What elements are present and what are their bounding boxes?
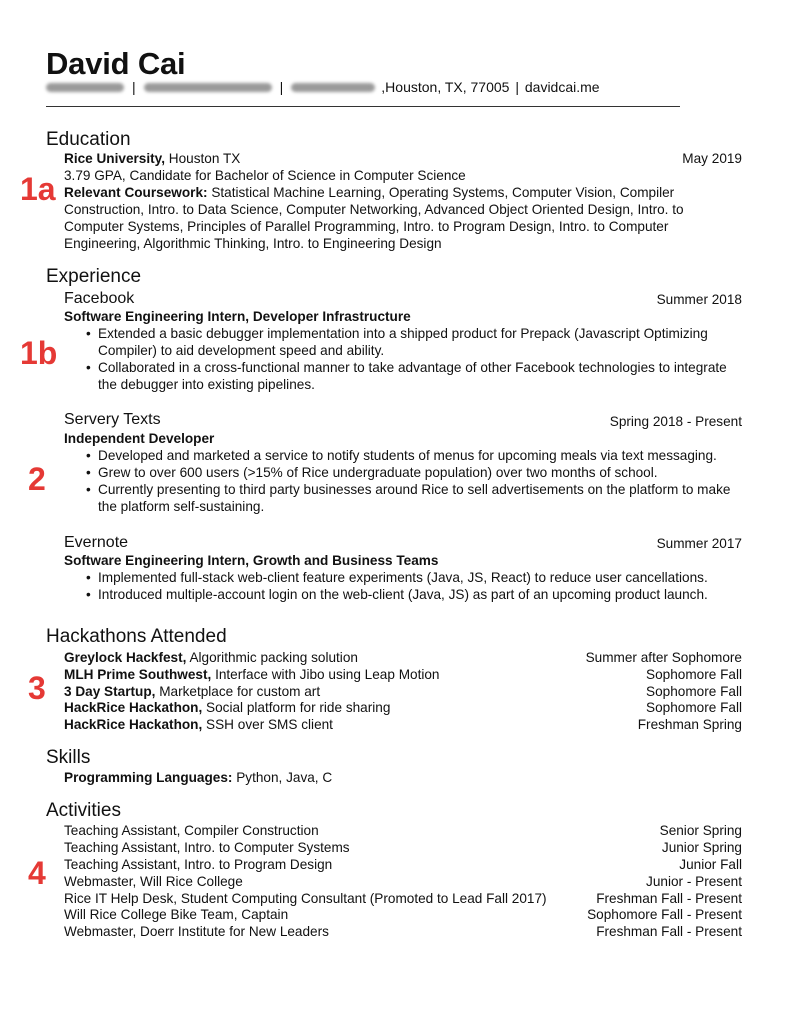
hackathon-date: Sophomore Fall <box>646 684 742 699</box>
annotation-marker: 2 <box>28 461 46 497</box>
contact-location: Houston, TX, 77005 <box>385 79 510 95</box>
activity-item: Teaching Assistant, Intro. to Program Design <box>64 857 333 872</box>
job-bullet: • Collaborated in a cross-functional manner to take advantage of other Facebook technologies to integrate <box>86 360 727 375</box>
annotation-marker: 1b <box>20 335 58 371</box>
hackathon-item: Greylock Hackfest, Algorithmic packing solution <box>64 650 358 665</box>
resume-name: David Cai <box>46 46 186 81</box>
hackathon-date: Summer after Sophomore <box>585 650 742 665</box>
annotation-marker: 4 <box>28 855 46 891</box>
activity-date: Freshman Fall - Present <box>596 924 742 939</box>
job-bullet: • Extended a basic debugger implementation into a shipped product for Prepack (Javascript Optimizing <box>86 326 708 341</box>
skills-line: Programming Languages: Python, Java, C <box>64 770 333 785</box>
job-bullet: • Developed and marketed a service to notify students of menus for upcoming meals via text messaging. <box>86 448 717 463</box>
annotation-marker: 1a <box>20 171 56 207</box>
annotation-marker: 3 <box>28 670 46 706</box>
job-bullet-cont: the platform self-sustaining. <box>98 499 265 514</box>
job-bullet-cont: Compiler) to aid development speed and ability. <box>98 343 385 358</box>
hackathon-item: MLH Prime Southwest, Interface with Jibo using Leap Motion <box>64 667 440 682</box>
header-divider <box>46 106 680 107</box>
activity-item: Rice IT Help Desk, Student Computing Consultant (Promoted to Lead Fall 2017) <box>64 891 547 906</box>
activity-date: Junior Spring <box>661 840 742 855</box>
job-org: Servery Texts <box>64 411 161 428</box>
section-education-title: Education <box>46 129 131 150</box>
contact-website: davidcai.me <box>524 79 600 95</box>
job-role: Software Engineering Intern, Growth and Business Teams <box>64 553 439 568</box>
activity-item: Teaching Assistant, Intro. to Computer Systems <box>64 840 350 855</box>
activity-item: Will Rice College Bike Team, Captain <box>64 907 289 922</box>
redacted-contact-3 <box>291 83 375 92</box>
job-date: Spring 2018 - Present <box>609 414 742 429</box>
education-gpa: 3.79 GPA, Candidate for Bachelor of Science in Computer Science <box>64 168 466 183</box>
activity-date: Junior - Present <box>646 874 742 889</box>
activity-date: Junior Fall <box>679 857 742 872</box>
activity-item: Webmaster, Will Rice College <box>64 874 243 889</box>
activity-date: Sophomore Fall - Present <box>587 907 742 922</box>
job-bullet: • Implemented full-stack web-client feature experiments (Java, JS, React) to reduce user cancellations. <box>86 570 708 585</box>
job-role: Independent Developer <box>64 431 215 446</box>
job-bullet-cont: the debugger into existing pipelines. <box>98 377 315 392</box>
section-skills-title: Skills <box>46 747 91 768</box>
coursework-line: Engineering, Algorithmic Thinking, Intro. to Engineering Design <box>64 236 442 251</box>
section-hackathons-title: Hackathons Attended <box>46 626 227 647</box>
job-date: Summer 2018 <box>656 292 742 307</box>
job-role: Software Engineering Intern, Developer Infrastructure <box>64 309 411 324</box>
education-date: May 2019 <box>682 151 742 166</box>
hackathon-item: HackRice Hackathon, SSH over SMS client <box>64 717 333 732</box>
activity-date: Freshman Fall - Present <box>596 891 742 906</box>
contact-line: | | , Houston, TX, 77005 | davidcai.me <box>46 79 600 95</box>
job-bullet: • Introduced multiple-account login on the web-client (Java, JS) as part of an upcoming product launch. <box>86 587 708 602</box>
hackathon-item: 3 Day Startup, Marketplace for custom art <box>64 684 321 699</box>
activity-item: Webmaster, Doerr Institute for New Leaders <box>64 924 329 939</box>
hackathon-date: Sophomore Fall <box>646 700 742 715</box>
job-org: Facebook <box>64 290 135 307</box>
activity-item: Teaching Assistant, Compiler Construction <box>64 823 319 838</box>
job-org: Evernote <box>64 534 129 551</box>
job-bullet: • Currently presenting to third party businesses around Rice to sell advertisements on the platform to make <box>86 482 731 497</box>
redacted-contact-2 <box>144 83 272 92</box>
hackathon-date: Freshman Spring <box>637 717 742 732</box>
hackathon-item: HackRice Hackathon, Social platform for ride sharing <box>64 700 391 715</box>
coursework-line: Construction, Intro. to Data Science, Computer Networking, Advanced Object Oriented Design, Intro. to <box>64 202 684 217</box>
redacted-contact-1 <box>46 83 124 92</box>
section-experience-title: Experience <box>46 266 142 287</box>
job-bullet: • Grew to over 600 users (>15% of Rice undergraduate population) over two months of school. <box>86 465 658 480</box>
hackathon-date: Sophomore Fall <box>646 667 742 682</box>
section-activities-title: Activities <box>46 800 121 821</box>
activity-date: Senior Spring <box>659 823 742 838</box>
education-coursework: Relevant Coursework: Statistical Machine Learning, Operating Systems, Computer Vision, Compiler <box>64 185 675 200</box>
job-date: Summer 2017 <box>656 536 742 551</box>
education-school: Rice University, Houston TX <box>64 151 241 166</box>
coursework-line: Computer Systems, Principles of Parallel Programming, Intro. to Program Design, Intro. to Computer <box>64 219 669 234</box>
